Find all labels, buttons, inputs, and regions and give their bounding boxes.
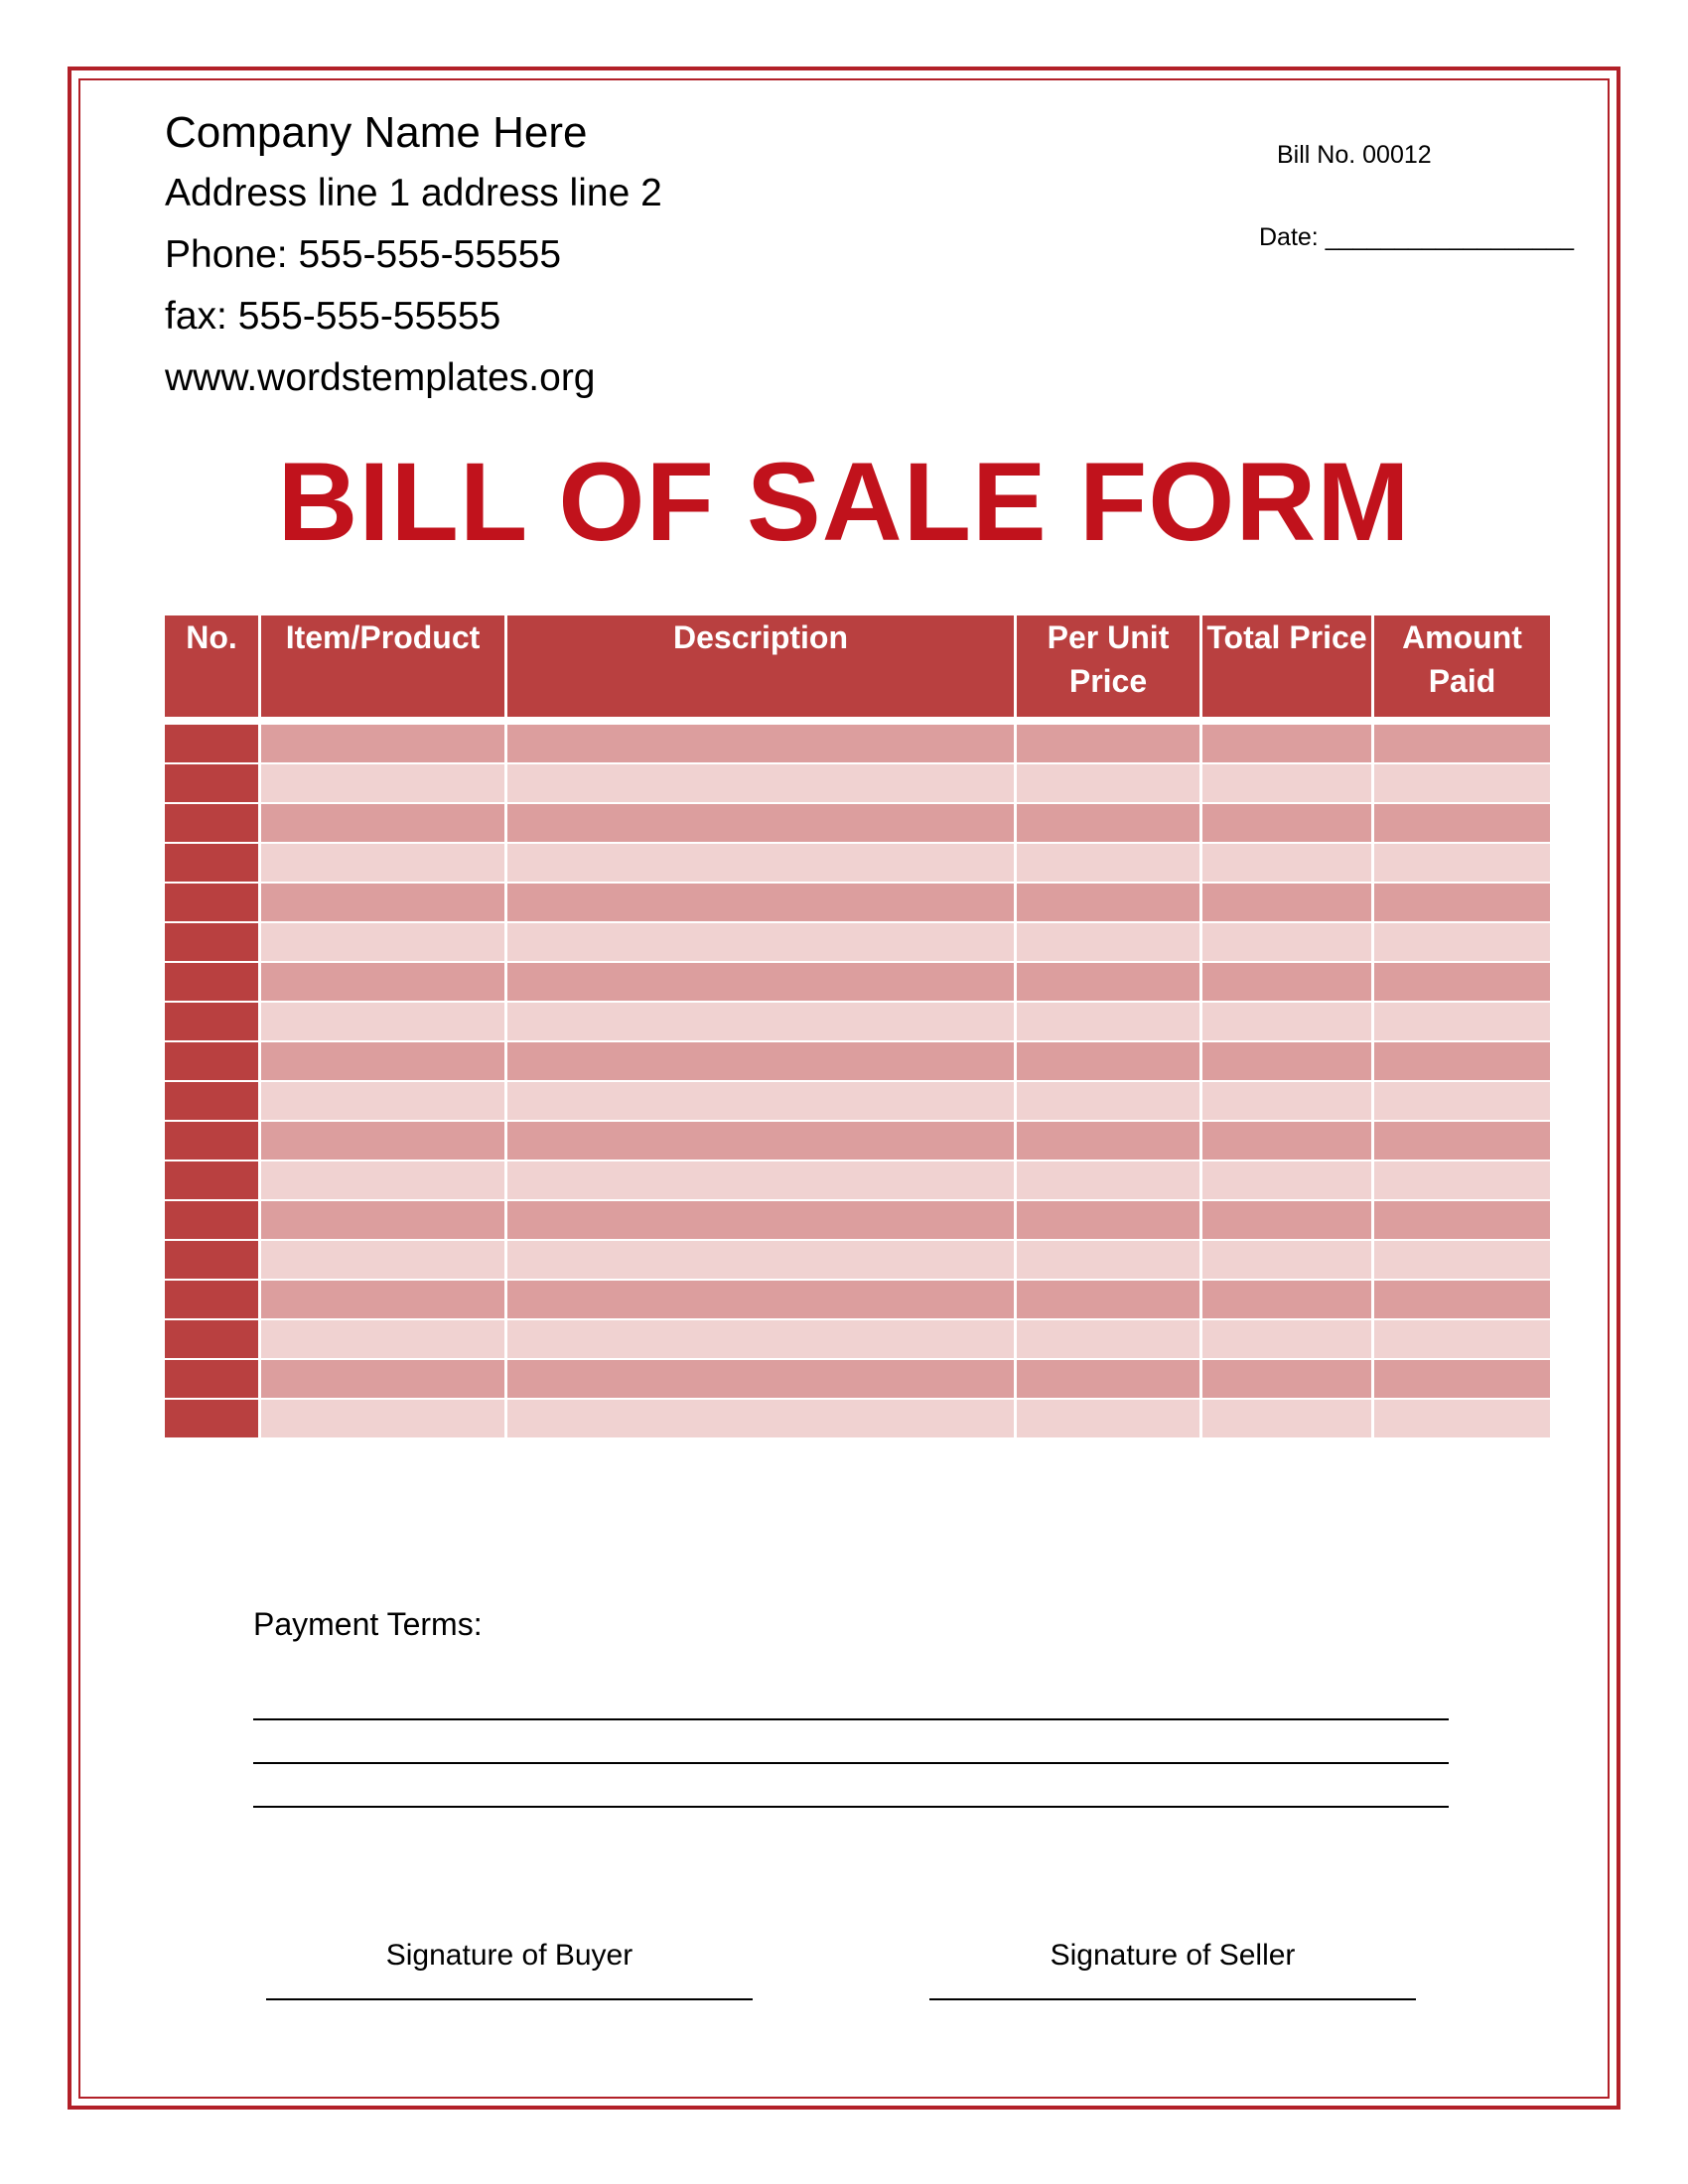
cell-item[interactable] bbox=[261, 1281, 504, 1320]
table-row bbox=[165, 844, 1550, 884]
cell-no[interactable] bbox=[165, 844, 258, 884]
cell-unit-price[interactable] bbox=[1017, 963, 1199, 1003]
cell-unit-price[interactable] bbox=[1017, 1360, 1199, 1400]
cell-total-price[interactable] bbox=[1202, 1003, 1371, 1042]
cell-total-price[interactable] bbox=[1202, 725, 1371, 764]
cell-description[interactable] bbox=[507, 1281, 1014, 1320]
cell-no[interactable] bbox=[165, 1241, 258, 1281]
cell-item[interactable] bbox=[261, 1082, 504, 1122]
table-row bbox=[165, 764, 1550, 804]
cell-no[interactable] bbox=[165, 764, 258, 804]
company-address: Address line 1 address line 2 bbox=[165, 172, 662, 214]
cell-no[interactable] bbox=[165, 1400, 258, 1439]
table-row bbox=[165, 1122, 1550, 1161]
cell-amount-paid[interactable] bbox=[1374, 725, 1550, 764]
cell-unit-price[interactable] bbox=[1017, 1241, 1199, 1281]
company-info bbox=[165, 99, 662, 409]
cell-unit-price[interactable] bbox=[1017, 1281, 1199, 1320]
table-row bbox=[165, 884, 1550, 923]
table-row bbox=[165, 1161, 1550, 1201]
cell-no[interactable] bbox=[165, 1003, 258, 1042]
cell-amount-paid[interactable] bbox=[1374, 1161, 1550, 1201]
cell-total-price[interactable] bbox=[1202, 1320, 1371, 1360]
cell-no[interactable] bbox=[165, 1320, 258, 1360]
cell-description[interactable] bbox=[507, 1400, 1014, 1439]
cell-item[interactable] bbox=[261, 1320, 504, 1360]
cell-amount-paid[interactable] bbox=[1374, 764, 1550, 804]
table-row bbox=[165, 963, 1550, 1003]
page-title: BILL OF SALE FORM bbox=[277, 440, 1411, 564]
cell-item[interactable] bbox=[261, 844, 504, 884]
cell-item[interactable] bbox=[261, 923, 504, 963]
column-header-item: Item/Product bbox=[261, 615, 504, 717]
cell-unit-price[interactable] bbox=[1017, 884, 1199, 923]
payment-terms-label: Payment Terms: bbox=[253, 1606, 483, 1642]
table-header-row bbox=[165, 615, 1550, 717]
cell-no[interactable] bbox=[165, 1201, 258, 1241]
cell-total-price[interactable] bbox=[1202, 1201, 1371, 1241]
table-row bbox=[165, 1042, 1550, 1082]
cell-total-price[interactable] bbox=[1202, 1161, 1371, 1201]
cell-unit-price[interactable] bbox=[1017, 1201, 1199, 1241]
cell-total-price[interactable] bbox=[1202, 923, 1371, 963]
seller-signature bbox=[929, 1939, 1416, 2000]
cell-item[interactable] bbox=[261, 1360, 504, 1400]
cell-unit-price[interactable] bbox=[1017, 1042, 1199, 1082]
cell-total-price[interactable] bbox=[1202, 963, 1371, 1003]
cell-item[interactable] bbox=[261, 1003, 504, 1042]
table-row bbox=[165, 1201, 1550, 1241]
company-name: Company Name Here bbox=[165, 108, 588, 157]
cell-item[interactable] bbox=[261, 1241, 504, 1281]
table-row bbox=[165, 1400, 1550, 1439]
cell-total-price[interactable] bbox=[1202, 844, 1371, 884]
cell-amount-paid[interactable] bbox=[1374, 963, 1550, 1003]
cell-item[interactable] bbox=[261, 725, 504, 764]
cell-amount-paid[interactable] bbox=[1374, 1400, 1550, 1439]
payment-terms-line[interactable] bbox=[253, 1764, 1449, 1808]
table-row bbox=[165, 1082, 1550, 1122]
cell-unit-price[interactable] bbox=[1017, 923, 1199, 963]
cell-no[interactable] bbox=[165, 1042, 258, 1082]
cell-item[interactable] bbox=[261, 804, 504, 844]
cell-no[interactable] bbox=[165, 1360, 258, 1400]
company-phone: Phone: 555-555-55555 bbox=[165, 233, 562, 276]
cell-description[interactable] bbox=[507, 1161, 1014, 1201]
cell-no[interactable] bbox=[165, 963, 258, 1003]
cell-amount-paid[interactable] bbox=[1374, 1042, 1550, 1082]
company-website: www.wordstemplates.org bbox=[165, 356, 596, 399]
payment-terms-line[interactable] bbox=[253, 1677, 1449, 1720]
cell-amount-paid[interactable] bbox=[1374, 844, 1550, 884]
payment-terms-line[interactable] bbox=[253, 1720, 1449, 1764]
column-header-description: Description bbox=[507, 615, 1014, 717]
cell-no[interactable] bbox=[165, 725, 258, 764]
cell-unit-price[interactable] bbox=[1017, 1003, 1199, 1042]
cell-amount-paid[interactable] bbox=[1374, 1281, 1550, 1320]
cell-description[interactable] bbox=[507, 1042, 1014, 1082]
cell-unit-price[interactable] bbox=[1017, 1320, 1199, 1360]
cell-total-price[interactable] bbox=[1202, 1042, 1371, 1082]
cell-total-price[interactable] bbox=[1202, 1400, 1371, 1439]
cell-unit-price[interactable] bbox=[1017, 1082, 1199, 1122]
cell-item[interactable] bbox=[261, 1122, 504, 1161]
cell-total-price[interactable] bbox=[1202, 1082, 1371, 1122]
bill-number: Bill No. 00012 bbox=[1277, 141, 1432, 169]
cell-description[interactable] bbox=[507, 1003, 1014, 1042]
buyer-signature bbox=[266, 1939, 753, 2000]
table-row bbox=[165, 725, 1550, 764]
cell-item[interactable] bbox=[261, 1161, 504, 1201]
cell-no[interactable] bbox=[165, 923, 258, 963]
table-row bbox=[165, 804, 1550, 844]
cell-amount-paid[interactable] bbox=[1374, 804, 1550, 844]
items-table bbox=[162, 615, 1553, 1439]
cell-amount-paid[interactable] bbox=[1374, 1241, 1550, 1281]
cell-no[interactable] bbox=[165, 1082, 258, 1122]
cell-item[interactable] bbox=[261, 764, 504, 804]
cell-no[interactable] bbox=[165, 1281, 258, 1320]
buyer-signature-label: Signature of Buyer bbox=[385, 1939, 633, 1972]
table-row bbox=[165, 1360, 1550, 1400]
cell-description[interactable] bbox=[507, 923, 1014, 963]
cell-description[interactable] bbox=[507, 963, 1014, 1003]
table-spacer bbox=[165, 717, 1550, 725]
cell-description[interactable] bbox=[507, 764, 1014, 804]
payment-terms bbox=[253, 1606, 1449, 1808]
cell-no[interactable] bbox=[165, 1161, 258, 1201]
table-row bbox=[165, 1320, 1550, 1360]
cell-item[interactable] bbox=[261, 1042, 504, 1082]
cell-item[interactable] bbox=[261, 963, 504, 1003]
cell-no[interactable] bbox=[165, 884, 258, 923]
column-header-amount-paid: Amount Paid bbox=[1374, 615, 1550, 717]
cell-amount-paid[interactable] bbox=[1374, 1360, 1550, 1400]
cell-amount-paid[interactable] bbox=[1374, 1201, 1550, 1241]
cell-description[interactable] bbox=[507, 725, 1014, 764]
seller-signature-line[interactable] bbox=[929, 1998, 1416, 2000]
cell-unit-price[interactable] bbox=[1017, 725, 1199, 764]
cell-amount-paid[interactable] bbox=[1374, 1320, 1550, 1360]
cell-unit-price[interactable] bbox=[1017, 1122, 1199, 1161]
cell-item[interactable] bbox=[261, 1201, 504, 1241]
cell-description[interactable] bbox=[507, 1201, 1014, 1241]
cell-description[interactable] bbox=[507, 1320, 1014, 1360]
cell-unit-price[interactable] bbox=[1017, 1161, 1199, 1201]
cell-amount-paid[interactable] bbox=[1374, 923, 1550, 963]
cell-unit-price[interactable] bbox=[1017, 764, 1199, 804]
cell-unit-price[interactable] bbox=[1017, 844, 1199, 884]
cell-description[interactable] bbox=[507, 1122, 1014, 1161]
cell-description[interactable] bbox=[507, 1360, 1014, 1400]
cell-item[interactable] bbox=[261, 1400, 504, 1439]
cell-total-price[interactable] bbox=[1202, 1281, 1371, 1320]
buyer-signature-line[interactable] bbox=[266, 1998, 753, 2000]
table-row bbox=[165, 1281, 1550, 1320]
seller-signature-label: Signature of Seller bbox=[1050, 1939, 1296, 1972]
cell-amount-paid[interactable] bbox=[1374, 884, 1550, 923]
cell-description[interactable] bbox=[507, 844, 1014, 884]
cell-total-price[interactable] bbox=[1202, 764, 1371, 804]
table-row bbox=[165, 1241, 1550, 1281]
column-header-no: No. bbox=[165, 615, 258, 717]
cell-description[interactable] bbox=[507, 1241, 1014, 1281]
table-row bbox=[165, 923, 1550, 963]
cell-amount-paid[interactable] bbox=[1374, 1003, 1550, 1042]
cell-total-price[interactable] bbox=[1202, 884, 1371, 923]
cell-item[interactable] bbox=[261, 884, 504, 923]
company-fax: fax: 555-555-55555 bbox=[165, 295, 501, 338]
cell-no[interactable] bbox=[165, 804, 258, 844]
cell-total-price[interactable] bbox=[1202, 1241, 1371, 1281]
cell-amount-paid[interactable] bbox=[1374, 1122, 1550, 1161]
table-row bbox=[165, 1003, 1550, 1042]
cell-unit-price[interactable] bbox=[1017, 804, 1199, 844]
column-header-total-price: Total Price bbox=[1202, 615, 1371, 717]
date-field[interactable]: Date: __________________ bbox=[1259, 223, 1574, 251]
cell-amount-paid[interactable] bbox=[1374, 1082, 1550, 1122]
cell-description[interactable] bbox=[507, 1082, 1014, 1122]
cell-description[interactable] bbox=[507, 804, 1014, 844]
cell-unit-price[interactable] bbox=[1017, 1400, 1199, 1439]
cell-total-price[interactable] bbox=[1202, 804, 1371, 844]
cell-no[interactable] bbox=[165, 1122, 258, 1161]
cell-total-price[interactable] bbox=[1202, 1122, 1371, 1161]
cell-total-price[interactable] bbox=[1202, 1360, 1371, 1400]
column-header-unit-price: Per Unit Price bbox=[1017, 615, 1199, 717]
cell-description[interactable] bbox=[507, 884, 1014, 923]
